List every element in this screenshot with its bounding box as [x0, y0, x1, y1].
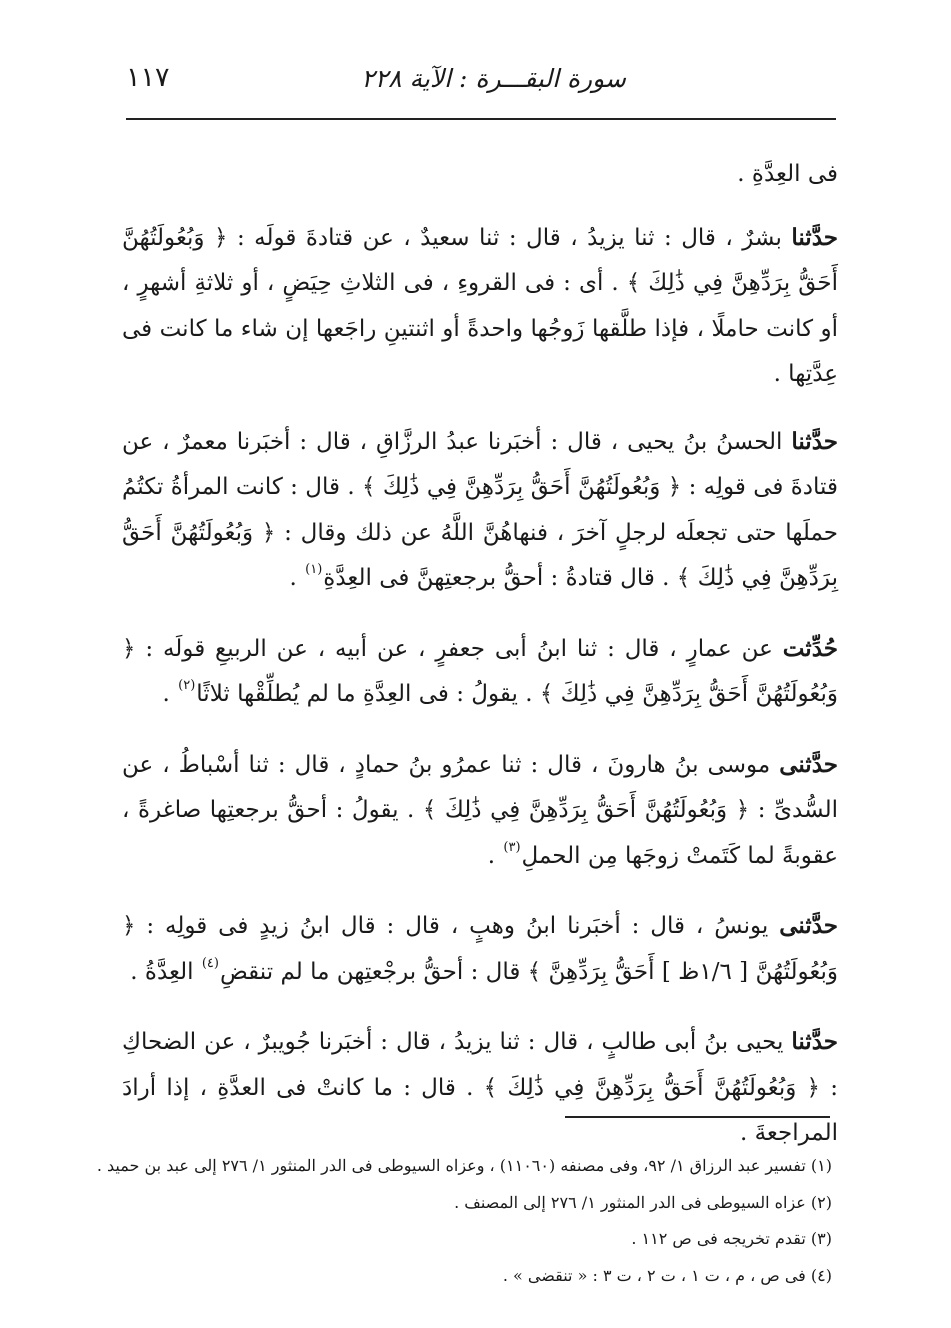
paragraph-0: [122, 152, 838, 198]
paragraph-2: [122, 419, 838, 605]
footnote-marker: (٢): [178, 678, 196, 693]
footnote-2: (٢) عزاه السيوطى فى الدر المنثور ١/ ٢٧٦ إلى المصنف .: [454, 1192, 832, 1212]
paragraph-lead: حدَّثنى: [779, 750, 838, 778]
page-number: ١١٧: [126, 62, 170, 93]
paragraph-lead: حدَّثنى: [779, 912, 838, 939]
paragraph-tail: .: [289, 565, 305, 591]
paragraph-text: موسى بنُ هارونَ ، قال : ثنا عمرُو بنُ حمادٍ ، قال : ثنا أسْباطُ ، عن السُّدىِّ : ﴿ وَبُعُولَتُهُنَّ أَحَقُّ بِرَدِّهِنَّ فِي ذَٰلِكَ ﴾ . يقولُ : أحقُّ برجعتِها صاغرةً ، عقوبةً لما كَتَمتْ زوجَها مِن الحملِ: [122, 751, 838, 869]
footnotes: [96, 1148, 832, 1294]
paragraph-4: [122, 742, 838, 883]
paragraph-lead: حدَّثنا: [791, 427, 838, 455]
footnote-marker: (٣): [503, 839, 521, 855]
header-rule: [126, 118, 836, 120]
paragraph-tail: .: [162, 681, 178, 707]
paragraph-lead: حدَّثنا: [791, 1028, 838, 1055]
footnote-1: (١) تفسير عبد الرزاق ١/ ٩٢، وفى مصنفه (١١٠٦٠) ، وعزاه السيوطى فى الدر المنثور ١/ ٢٧٦ إلى عبد بن حميد .: [96, 1156, 832, 1175]
footnote-3: (٣) تقدم تخريجه فى ص ١١٢ .: [631, 1229, 832, 1248]
main-text: [122, 152, 838, 1178]
footnote-4: (٤) فى ص ، م ، ت ١ ، ت ٢ ، ت ٣ : « تنقضى » .: [502, 1265, 832, 1285]
paragraph-tail: .: [487, 842, 503, 869]
page-header: [126, 62, 836, 102]
footnote-marker: (١): [305, 562, 323, 577]
paragraph-text: يونسُ ، قال : أخبَرنا ابنُ وهبٍ ، قال : قال ابنُ زيدٍ فى قولِه : ﴿ وَبُعُولَتُهُنَّ [ ١/٦ظ ] أَحَقُّ بِرَدِّهِنَّ ﴾ قال : أحقُّ برجْعتِهن ما لم تنقضِ: [122, 913, 838, 985]
footnote-rule: [565, 1116, 830, 1118]
paragraph-text: يحيى بنُ أبى طالبٍ ، قال : ثنا يزيدُ ، قال : أخبَرنا جُويبرٌ ، عن الضحاكِ : ﴿ وَبُعُولَتُهُنَّ أَحَقُّ بِرَدِّهِنَّ فِي ذَٰلِكَ ﴾ . قال : ما كانتْ فى العدَّةِ ، إذا أرادَ المراجعةَ .: [122, 1029, 838, 1146]
paragraph-text: بشرٌ ، قال : ثنا يزيدُ ، قال : ثنا سعيدٌ ، عن قتادةَ قولَه : ﴿ وَبُعُولَتُهُنَّ أَحَقُّ بِرَدِّهِنَّ فِي ذَٰلِكَ ﴾ . أى : فى القروءِ ، فى الثلاثِ حِيَضٍ ، أو ثلاثةِ أشهرٍ ، أو كانت حاملًا ، فإذا طلَّقها زَوجُها واحدةً أو اثنتينِ راجَعها إن شاء ما كانت فى عِدَّتِها .: [122, 224, 838, 387]
running-title: سورة البقـــرة : الآية ٢٢٨: [361, 64, 626, 93]
paragraph-1: [122, 215, 838, 398]
paragraph-text: فى العِدَّةِ .: [737, 161, 838, 187]
paragraph-lead: حدَّثنا: [791, 223, 838, 251]
footnote-marker: (٤): [201, 955, 219, 971]
paragraph-6: [122, 1019, 838, 1157]
paragraph-3: [122, 626, 838, 721]
paragraph-text: الحسنُ بنُ يحيى ، قال : أخبَرنا عبدُ الرزَّاقِ ، قال : أخبَرنا معمرٌ ، عن قتادةَ فى قولِه : ﴿ وَبُعُولَتُهُنَّ أَحَقُّ بِرَدِّهِنَّ فِي ذَٰلِكَ ﴾ . قال : كانت المرأةُ تكتُمُ حملَها حتى تجعلَه لرجلٍ آخرَ ، فنهاهُنَّ اللَّهُ عن ذلك وقال : ﴿ وَبُعُولَتُهُنَّ أَحَقُّ بِرَدِّهِنَّ فِي ذَٰلِكَ ﴾ . قال قتادةُ : أحقُّ برجعتِهنَّ فى العِدَّةِ: [122, 428, 838, 591]
paragraph-tail: العِدَّةُ .: [130, 958, 201, 985]
paragraph-text: عن عمارٍ ، قال : ثنا ابنُ أبى جعفرٍ ، عن أبيه ، عن الربيعِ قولَه : ﴿ وَبُعُولَتُهُنَّ أَحَقُّ بِرَدِّهِنَّ فِي ذَٰلِكَ ﴾ . يقولُ : فى العِدَّةِ ما لم يُطلِّقْها ثلاثًا: [122, 635, 838, 707]
paragraph-5: [122, 903, 838, 998]
paragraph-lead: حُدِّثت: [782, 634, 838, 662]
